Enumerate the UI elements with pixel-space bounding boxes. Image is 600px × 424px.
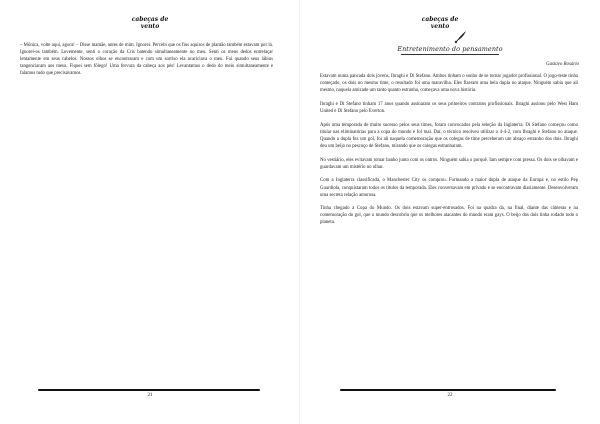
page-number: 22 — [447, 393, 453, 398]
author-name: Gustavo Rosário — [545, 62, 579, 67]
feather-quill-icon — [452, 29, 468, 45]
paragraph: Tinha chegado a Copa do Mundo. Os dois estavam super-entrosados. Foi na quadra da, na final, diante das câmeras e na comemoração do gol, que o mundo descobriu que os melhores atacantes do mundo eram gays. O beijo dos dois tinha rodado todo o planeta. — [320, 206, 578, 226]
paragraph: Ibraghi e Di Stefano tinham 17 anos quando assinaram os seus primeiros contratos profissionais. Ibraghi assinou pelo West Ham United e Di Stefano pelo Everton. — [320, 101, 578, 114]
paragraph: No vestiário, eles evitavam tomar banho junto com os outros. Ninguém sabia o porquê. Iam sempre com pressa. Os dois se olhavam e guardavam um mistério no olhar. — [320, 157, 578, 170]
right-page — [300, 0, 600, 424]
brand-line-1: cabeças de — [131, 16, 169, 23]
left-header-brand — [120, 16, 180, 30]
footer-rule — [340, 389, 556, 391]
brand-line-2: vento — [430, 23, 450, 30]
paragraph: Com a Inglaterra classificada, o Manchester City os comprou. Formando a maior dupla de ataque da Europa e, no estilo Pep Guardiola, conquistaram todos os títulos da temporada. Eles conversavam em privado e se encontravam diariamente. Desenvolveram uma secreta relação amorosa. — [320, 178, 578, 198]
paragraph: – Mônica, volte aqui, agora! – Disse mamãe, antes de mim. Ignorei. Percebi que os fios aquiros de plantão também estavam por lá. Ignorei-os também. Levemente, senti o coração da Cris batendo simultaneamente no meu. Senti os meus dedos entrelaçar lentamente em seus cabelos. Nossos olhos se encontraram e com um sorriso ela acariciava o meu. Foi quando seus lábios tangenciaram aos meus. Fiquei sem fôlego! Uma fervura da cabeça aos pés! Levantamos o dedo do meio simultaneamente e falamos tudo que precisávamos. — [20, 43, 273, 77]
brand-line-1: cabeças de — [421, 16, 459, 23]
paragraph: Após uma temporada de muito sucesso pelos seus times, foram convocados pela seleção da Inglaterra. Di Stefano começou como titular nas eliminatórias para a copa do mundo e foi mal. Daí, o técnico resolveu utilizar o 4-4-2, com Ibraghi e Stefano no ataque. Quando a dupla fez um gol, foi ali naquela comemoração que os colegas de time perceberam um abraço estranho dos dois. Ibraghi deu um beijo no pescoço de Stefano, mirando que os colegas estranharam. — [320, 122, 578, 149]
footer-rule — [38, 389, 260, 391]
right-body-text — [320, 73, 578, 233]
left-body-text — [20, 42, 273, 84]
paragraph: Estavam numa pancada dois jovens, Ibraghi e Di Stefano. Ambos tinham o sonho de se tornar jogador profissional. O jogo-teste tinha começado, os dois no mesmo time, o resultado foi uma maravilha. Eles fizeram uma bela dupla no ataque. Ninguém sabia que ali mesmo, naquela amizade um tanto quanto estranha, começava uma nova história. — [320, 74, 578, 94]
brand-line-2: vento — [140, 23, 160, 30]
right-header-brand — [405, 16, 475, 30]
page-number: 21 — [147, 393, 153, 398]
brand-tagline: Entretenimento do pensamento — [395, 45, 505, 53]
